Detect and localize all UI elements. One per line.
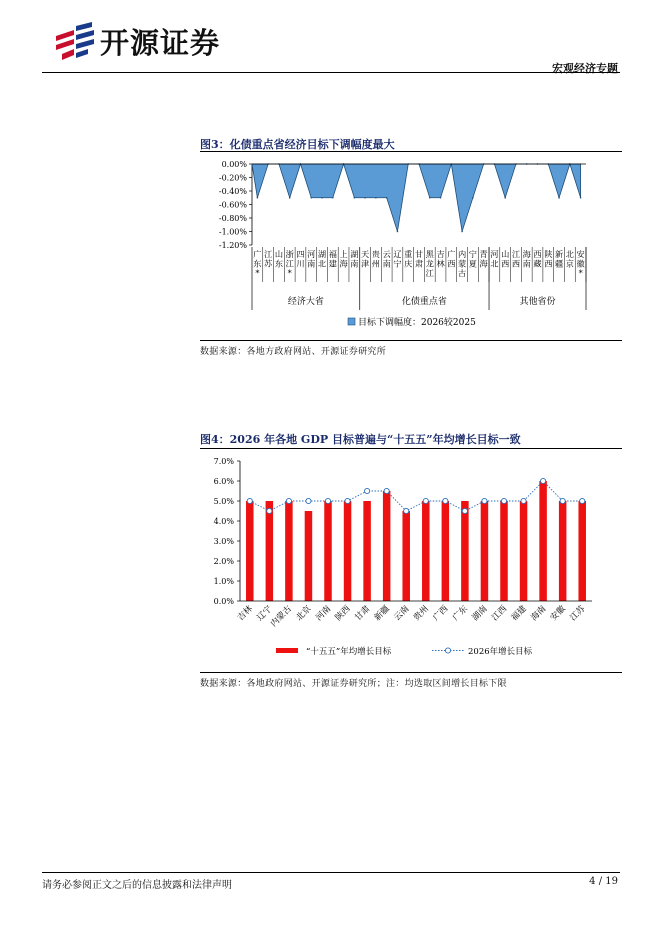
x-tick-label: *: [287, 268, 292, 278]
x-tick-label: 疆: [554, 258, 564, 269]
x-tick-label: 内: [457, 249, 467, 259]
line-point: [384, 488, 389, 493]
y-tick-label: 0.0%: [213, 597, 234, 606]
figure3-source: 数据来源：各地方政府网站、开源证券研究所: [200, 347, 387, 357]
x-tick-label: 江: [285, 258, 294, 269]
legend-swatch: [348, 318, 355, 325]
x-tick-label: 新疆: [372, 604, 392, 624]
x-tick-label: 福: [328, 249, 337, 259]
bar: [344, 501, 352, 601]
figure3-area-chart: [200, 152, 622, 338]
x-tick-label: 庆: [404, 258, 413, 269]
x-tick-label: 西: [533, 249, 542, 259]
x-tick-label: 苏: [264, 258, 273, 269]
y-tick-label: 6.0%: [213, 477, 234, 486]
data-point: [289, 197, 291, 199]
x-tick-label: 甘肃: [353, 604, 373, 624]
x-tick-label: 州: [371, 258, 381, 269]
x-tick-label: 东: [253, 258, 262, 269]
x-tick-label: *: [578, 268, 583, 278]
x-tick-label: 西: [544, 258, 553, 269]
x-tick-label: 宁: [468, 249, 477, 259]
figure4-bar-chart: [200, 449, 622, 671]
bar: [422, 501, 430, 601]
y-tick-label: 4.0%: [213, 517, 234, 526]
line-point: [267, 508, 272, 513]
x-tick-label: 南: [382, 258, 391, 269]
x-tick-label: 广: [253, 249, 262, 259]
area-series: [252, 164, 581, 232]
x-tick-label: 陕西: [333, 604, 353, 624]
y-tick-label: 1.0%: [213, 577, 234, 586]
x-tick-label: 吉林: [235, 604, 255, 624]
figure4-title: 图4：2026 年各地 GDP 目标普遍与“十五五”年均增长目标一致: [200, 433, 521, 446]
data-point: [354, 197, 356, 199]
x-tick-label: 湖: [350, 249, 359, 259]
line-point: [365, 488, 370, 493]
bar: [363, 501, 371, 601]
data-point: [375, 197, 377, 199]
x-tick-label: 海: [522, 249, 531, 259]
x-tick-label: 浙: [285, 249, 294, 259]
x-tick-label: 河: [490, 249, 499, 259]
x-tick-label: 上: [339, 249, 348, 259]
data-point: [332, 197, 334, 199]
x-tick-label: 江: [425, 268, 434, 278]
x-tick-label: 陕: [544, 249, 553, 259]
line-point: [247, 498, 252, 503]
x-tick-label: 云: [382, 249, 391, 259]
y-tick-label: -0.40%: [218, 187, 247, 196]
bar: [305, 511, 313, 601]
y-tick-label: -1.20%: [218, 241, 247, 250]
data-point: [397, 231, 399, 233]
data-point: [310, 197, 312, 199]
x-tick-label: 新: [554, 249, 564, 259]
data-point: [472, 197, 474, 199]
figure4-bottom-rule: [200, 672, 622, 673]
x-tick-label: 广东: [450, 604, 471, 624]
bar: [500, 501, 508, 601]
x-tick-label: 徽: [576, 258, 585, 269]
group-label: 经济大省: [287, 297, 324, 307]
line-point: [404, 508, 409, 513]
x-tick-label: 古: [457, 268, 467, 278]
legend-line-label: 2026年增长目标: [468, 647, 533, 657]
x-tick-label: 甘: [414, 249, 424, 259]
x-tick-label: 北京: [294, 604, 314, 624]
group-label: 化债重点省: [401, 297, 447, 307]
line-point: [286, 498, 291, 503]
figure4-source: 数据来源：各地政府网站、开源证券研究所；注：均选取区间增长目标下限: [200, 679, 507, 689]
x-tick-label: 宁: [393, 258, 402, 269]
data-point: [504, 197, 506, 199]
x-tick-label: 山: [501, 249, 510, 259]
line-point: [541, 478, 546, 483]
x-tick-label: 肃: [414, 258, 424, 269]
line-point: [423, 498, 428, 503]
x-tick-label: 四: [296, 249, 305, 259]
x-tick-label: 南: [522, 258, 531, 269]
data-point: [364, 197, 366, 199]
y-tick-label: -0.20%: [218, 173, 247, 183]
x-tick-label: 云南: [392, 604, 412, 624]
x-tick-label: 川: [296, 258, 305, 269]
line-point: [306, 498, 311, 503]
x-tick-label: 北: [317, 258, 327, 269]
brand-logo-icon: [52, 22, 98, 62]
data-point: [321, 197, 323, 199]
bar: [266, 501, 274, 601]
data-point: [429, 197, 431, 199]
y-tick-label: 2.0%: [213, 557, 234, 566]
x-tick-label: 江: [511, 249, 521, 259]
x-tick-label: 广: [447, 249, 456, 259]
bar: [402, 511, 410, 601]
bar: [383, 491, 391, 601]
data-point: [440, 197, 442, 199]
y-tick-label: 7.0%: [213, 457, 234, 466]
page-number: 4 / 19: [589, 876, 618, 887]
y-tick-label: -1.00%: [218, 227, 247, 237]
line-point: [501, 498, 506, 503]
legend-bar-swatch: [276, 648, 298, 653]
x-tick-label: 西: [447, 258, 456, 269]
x-tick-label: 西: [501, 258, 510, 269]
line-point: [560, 498, 565, 503]
bar: [461, 501, 469, 601]
x-tick-label: 海: [339, 258, 348, 269]
y-tick-label: -0.80%: [218, 214, 247, 223]
data-point: [386, 197, 388, 199]
legend-label: 目标下调幅度：2026较2025: [358, 318, 476, 328]
x-tick-label: 南: [350, 258, 359, 269]
x-tick-label: 江: [264, 249, 273, 259]
x-tick-label: 北: [565, 249, 574, 259]
header-divider: [42, 72, 620, 73]
legend-line-marker: [445, 648, 450, 653]
report-type-label: 宏观经济专题: [552, 62, 618, 75]
x-tick-label: 林: [436, 258, 445, 269]
x-tick-label: 西: [511, 258, 521, 269]
bar: [481, 501, 489, 601]
x-tick-label: 湖: [317, 249, 327, 259]
line-point: [345, 498, 350, 503]
x-tick-label: *: [255, 268, 260, 278]
line-point: [482, 498, 487, 503]
x-tick-label: 蒙: [457, 258, 467, 269]
bar: [539, 481, 547, 601]
y-tick-label: -0.60%: [218, 200, 247, 210]
x-tick-label: 海: [479, 258, 488, 269]
data-point: [461, 231, 463, 233]
x-tick-label: 津: [361, 258, 370, 269]
x-tick-label: 辽: [393, 249, 402, 259]
footer-disclaimer: 请务必参阅正文之后的信息披露和法律声明: [42, 880, 232, 891]
line-point: [325, 498, 330, 503]
x-tick-label: 辽宁: [255, 604, 275, 624]
x-tick-label: 京: [565, 258, 574, 269]
x-tick-label: 南: [307, 258, 316, 269]
figure3-title: 图3：化债重点省经济目标下调幅度最大: [200, 138, 395, 151]
x-tick-label: 河南: [314, 604, 334, 624]
x-tick-label: 湖南: [470, 604, 490, 624]
bar: [520, 501, 528, 601]
x-tick-label: 海南: [529, 604, 549, 624]
line-series: [250, 481, 582, 511]
line-point: [443, 498, 448, 503]
x-tick-label: 内蒙古: [268, 604, 295, 630]
x-tick-label: 重: [404, 249, 413, 259]
x-tick-label: 北: [490, 258, 499, 269]
legend-bar-label: “十五五”年均增长目标: [306, 647, 392, 657]
bar: [559, 501, 567, 601]
y-tick-label: 0.00%: [221, 160, 247, 169]
data-point: [257, 197, 259, 199]
x-tick-label: 安徽: [548, 604, 568, 624]
x-tick-label: 福建: [509, 604, 529, 624]
x-tick-label: 夏: [468, 258, 477, 269]
x-tick-label: 天: [361, 249, 370, 259]
figure3-bottom-rule: [200, 340, 622, 341]
group-label: 其他省份: [519, 297, 556, 307]
x-tick-label: 江西: [490, 604, 510, 624]
x-tick-label: 广西: [431, 604, 451, 624]
bar: [285, 501, 293, 601]
bar: [324, 501, 332, 601]
bar: [246, 501, 254, 601]
x-tick-label: 吉: [436, 249, 445, 259]
x-tick-label: 江苏: [568, 604, 588, 624]
x-tick-label: 建: [328, 258, 337, 269]
x-tick-label: 黑: [425, 249, 434, 259]
data-point: [558, 197, 560, 199]
brand-name: 开源证券: [100, 26, 221, 60]
y-tick-label: 5.0%: [213, 497, 234, 506]
bar: [442, 501, 450, 601]
x-tick-label: 河: [307, 249, 316, 259]
line-point: [521, 498, 526, 503]
x-tick-label: 安: [576, 249, 585, 259]
x-tick-label: 青: [479, 249, 488, 259]
x-tick-label: 藏: [533, 258, 542, 269]
y-tick-label: 3.0%: [213, 537, 234, 546]
x-tick-label: 贵: [371, 249, 381, 259]
line-point: [462, 508, 467, 513]
x-tick-label: 龙: [425, 258, 434, 269]
line-point: [580, 498, 585, 503]
data-point: [580, 197, 582, 199]
footer-divider: [42, 872, 620, 873]
x-tick-label: 山: [274, 249, 284, 259]
x-tick-label: 东: [274, 258, 284, 269]
bar: [578, 501, 586, 601]
x-tick-label: 贵州: [411, 604, 431, 624]
